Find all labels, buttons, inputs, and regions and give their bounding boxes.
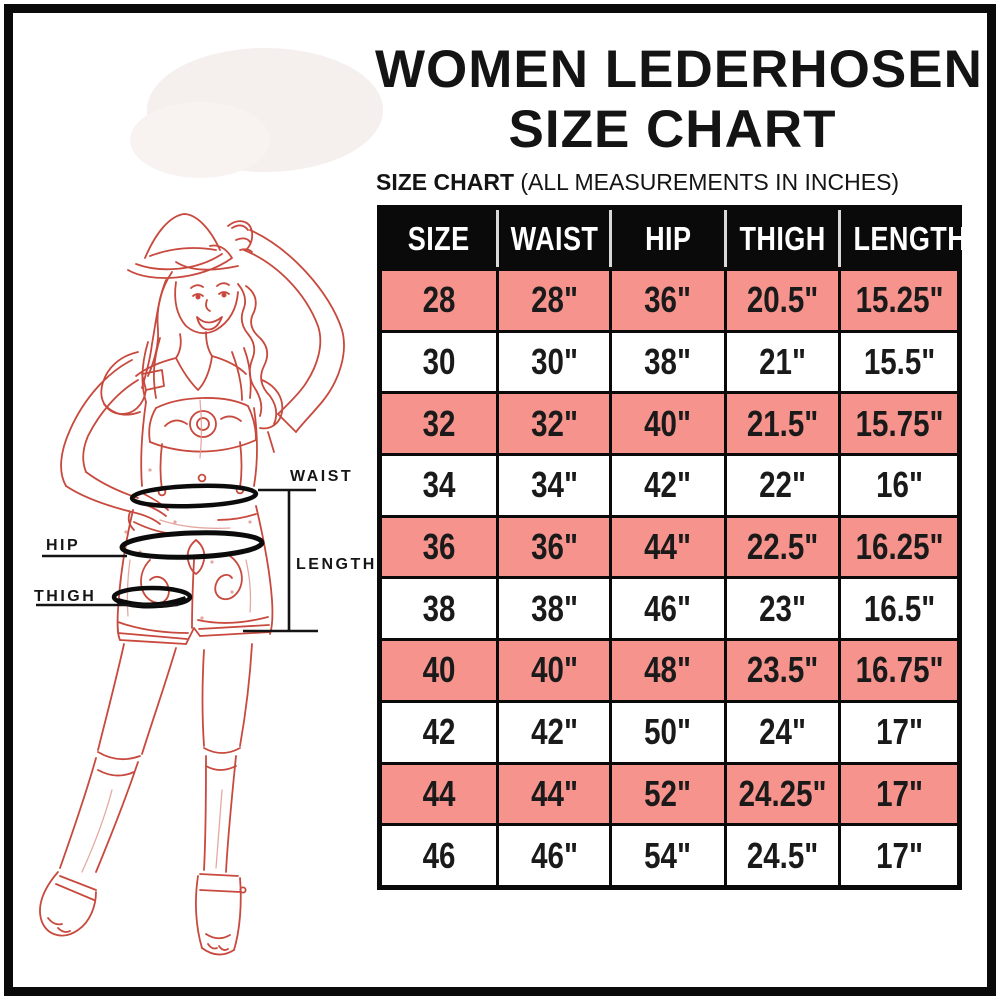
cell-value: 15.25" [855, 279, 944, 321]
thigh-label: THIGH [34, 588, 97, 605]
size-cell [380, 455, 498, 517]
face [175, 282, 238, 333]
cell-value: 30" [530, 341, 578, 383]
cell-value: 44 [422, 772, 456, 814]
cell-value: 16.5" [863, 587, 935, 629]
title-line-1: WOMEN LEDERHOSEN [375, 40, 983, 99]
value-cell [610, 393, 725, 455]
column-header-label: THIGH [739, 219, 826, 257]
column-header-label: SIZE [408, 219, 471, 257]
value-cell [840, 331, 960, 393]
size-cell [380, 701, 498, 763]
column-header-label: LENGTH [853, 219, 968, 257]
table-row-size-40 [380, 640, 960, 702]
cell-value: 44" [644, 526, 692, 568]
subtitle [376, 168, 976, 196]
cell-value: 44" [530, 772, 578, 814]
woman-sketch [40, 214, 344, 955]
cell-value: 21.5" [747, 402, 819, 444]
value-cell [726, 701, 840, 763]
value-cell [840, 763, 960, 825]
subtitle-bold: SIZE CHART [376, 169, 514, 195]
column-header-label: WAIST [510, 219, 598, 257]
value-cell [498, 640, 611, 702]
value-cell [840, 516, 960, 578]
value-cell [498, 331, 611, 393]
value-cell [840, 269, 960, 331]
cell-value: 40" [530, 649, 578, 691]
size-cell [380, 640, 498, 702]
cell-value: 17" [875, 772, 923, 814]
cell-value: 42" [644, 464, 692, 506]
cell-value: 17" [875, 711, 923, 753]
suspenders-bib [142, 338, 256, 495]
cell-value: 23.5" [747, 649, 819, 691]
column-header-length [840, 208, 968, 270]
cell-value: 46" [644, 587, 692, 629]
cell-value: 40 [422, 649, 456, 691]
table-row-size-36 [380, 516, 960, 578]
column-header-waist [498, 208, 611, 270]
cell-value: 15.5" [863, 341, 935, 383]
value-cell [498, 269, 611, 331]
column-header-size [380, 208, 498, 270]
value-cell [726, 269, 840, 331]
column-header-label: HIP [644, 219, 692, 257]
cell-value: 16.75" [855, 649, 944, 691]
size-cell [380, 331, 498, 393]
value-cell [498, 763, 611, 825]
table-row-size-32 [380, 393, 960, 455]
hip-label: HIP [46, 537, 81, 554]
value-cell [498, 701, 611, 763]
value-cell [610, 269, 725, 331]
waist-label: WAIST [290, 468, 354, 485]
value-cell [610, 578, 725, 640]
value-cell [610, 701, 725, 763]
value-cell [726, 640, 840, 702]
cell-value: 22.5" [747, 526, 819, 568]
table-row-size-42 [380, 701, 960, 763]
cell-value: 38" [644, 341, 692, 383]
cell-value: 30 [422, 341, 456, 383]
subtitle-note: (ALL MEASUREMENTS IN INCHES) [514, 169, 900, 195]
column-header-thigh [726, 208, 840, 270]
cell-value: 52" [644, 772, 692, 814]
cell-value: 42" [530, 711, 578, 753]
shoes [40, 872, 246, 955]
value-cell [726, 578, 840, 640]
cell-value: 38" [530, 587, 578, 629]
cell-value: 36 [422, 526, 456, 568]
cell-value: 36" [530, 526, 578, 568]
background-smudge [130, 48, 383, 178]
value-cell [726, 393, 840, 455]
cell-value: 34 [422, 464, 456, 506]
cell-value: 28 [422, 279, 456, 321]
waist-ellipse [132, 484, 257, 508]
value-cell [498, 516, 611, 578]
cell-value: 24.5" [747, 834, 819, 876]
cell-value: 28" [530, 279, 578, 321]
value-cell [726, 763, 840, 825]
table-row-size-34 [380, 455, 960, 517]
legs-socks [60, 644, 252, 872]
cell-value: 24.25" [738, 772, 827, 814]
raised-arm [228, 221, 344, 432]
value-cell [498, 393, 611, 455]
size-cell [380, 763, 498, 825]
measurement-lines [36, 490, 318, 631]
value-cell [726, 455, 840, 517]
value-cell [610, 763, 725, 825]
cell-value: 24" [759, 711, 807, 753]
table-row-size-46 [380, 825, 960, 888]
cell-value: 21" [759, 341, 807, 383]
value-cell [840, 825, 960, 888]
size-cell [380, 825, 498, 888]
cell-value: 46" [530, 834, 578, 876]
column-header-hip [610, 208, 725, 270]
cell-value: 16.25" [855, 526, 944, 568]
title-line-2: SIZE CHART [508, 100, 837, 159]
cell-value: 50" [644, 711, 692, 753]
cell-value: 36" [644, 279, 692, 321]
cell-value: 17" [875, 834, 923, 876]
table-header-row [380, 208, 960, 270]
size-cell [380, 516, 498, 578]
value-cell [726, 516, 840, 578]
value-cell [726, 331, 840, 393]
cell-value: 38 [422, 587, 456, 629]
cell-value: 20.5" [747, 279, 819, 321]
value-cell [840, 393, 960, 455]
size-cell [380, 269, 498, 331]
value-cell [498, 825, 611, 888]
table-body [380, 269, 960, 888]
cell-value: 54" [644, 834, 692, 876]
value-cell [840, 578, 960, 640]
value-cell [726, 825, 840, 888]
cell-value: 46 [422, 834, 456, 876]
size-cell [380, 578, 498, 640]
value-cell [498, 455, 611, 517]
value-cell [610, 455, 725, 517]
value-cell [610, 516, 725, 578]
sketch-shading [82, 400, 251, 872]
size-table [377, 205, 968, 890]
value-cell [840, 701, 960, 763]
cell-value: 22" [759, 464, 807, 506]
value-cell [610, 331, 725, 393]
value-cell [840, 640, 960, 702]
value-cell [610, 640, 725, 702]
size-cell [380, 393, 498, 455]
cell-value: 32" [530, 402, 578, 444]
cell-value: 16" [875, 464, 923, 506]
cell-value: 32 [422, 402, 456, 444]
value-cell [610, 825, 725, 888]
value-cell [840, 455, 960, 517]
table-row-size-30 [380, 331, 960, 393]
table-row-size-44 [380, 763, 960, 825]
cell-value: 15.75" [855, 402, 944, 444]
cell-value: 42 [422, 711, 456, 753]
length-label: LENGTH [296, 556, 377, 573]
page-title [375, 40, 983, 160]
cell-value: 23" [759, 587, 807, 629]
value-cell [498, 578, 611, 640]
cell-value: 40" [644, 402, 692, 444]
cell-value: 48" [644, 649, 692, 691]
table-header [380, 208, 968, 270]
table-row-size-28 [380, 269, 960, 331]
cell-value: 34" [530, 464, 578, 506]
table-row-size-38 [380, 578, 960, 640]
